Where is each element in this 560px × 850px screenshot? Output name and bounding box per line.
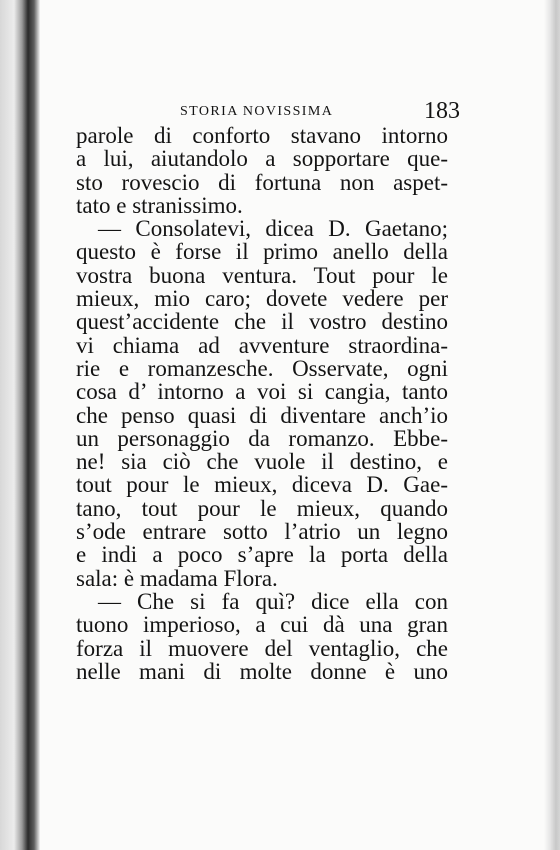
text-line: tuono imperioso, a cui dà una gran xyxy=(76,612,448,638)
text-line: tano, tout pour le mieux, quando xyxy=(76,495,448,521)
text-line: s’ode entrare sotto l’atrio un legno xyxy=(76,519,448,545)
text-line: vostra buona ventura. Tout pour le xyxy=(76,262,448,288)
text-line: vi chiama ad avventure straordina- xyxy=(76,332,448,358)
text-line: forza il muovere del ventaglio, che xyxy=(76,635,448,661)
text-line: quest’accidente che il vostro destino xyxy=(76,309,448,335)
text-line: parole di conforto stavano intorno xyxy=(76,123,448,148)
running-head-title: STORIA NOVISSIMA xyxy=(180,104,334,119)
page-number: 183 xyxy=(424,98,460,124)
text-line: tato e stranissimo. xyxy=(76,192,243,218)
page-right-edge xyxy=(544,0,560,850)
page-binding-edge xyxy=(0,0,40,850)
text-line: un personaggio da romanzo. Ebbe- xyxy=(76,425,448,451)
text-line: sto rovescio di fortuna non aspet- xyxy=(76,169,448,195)
text-line: cosa d’ intorno a voi si cangia, tanto xyxy=(76,379,448,405)
text-line: mieux, mio caro; dovete vedere per xyxy=(76,286,448,312)
text-line: nelle mani di molte donne è uno xyxy=(76,658,448,684)
text-line: che penso quasi di diventare anch’io xyxy=(76,402,448,428)
text-line: rie e romanzesche. Osservate, ogni xyxy=(76,355,448,381)
text-line: a lui, aiutandolo a sopportare que- xyxy=(76,146,448,172)
text-line: — Che si fa quì? dice ella con xyxy=(98,588,448,614)
text-line: e indi a poco s’apre la porta della xyxy=(76,542,448,568)
body-text xyxy=(76,124,448,683)
text-line: tout pour le mieux, diceva D. Gae- xyxy=(76,472,448,498)
text-line: ne! sia ciò che vuole il destino, e xyxy=(76,449,448,475)
text-line: sala: è madama Flora. xyxy=(76,565,278,591)
text-line: — Consolatevi, dicea D. Gaetano; xyxy=(98,216,448,242)
text-line: questo è forse il primo anello della xyxy=(76,239,448,265)
